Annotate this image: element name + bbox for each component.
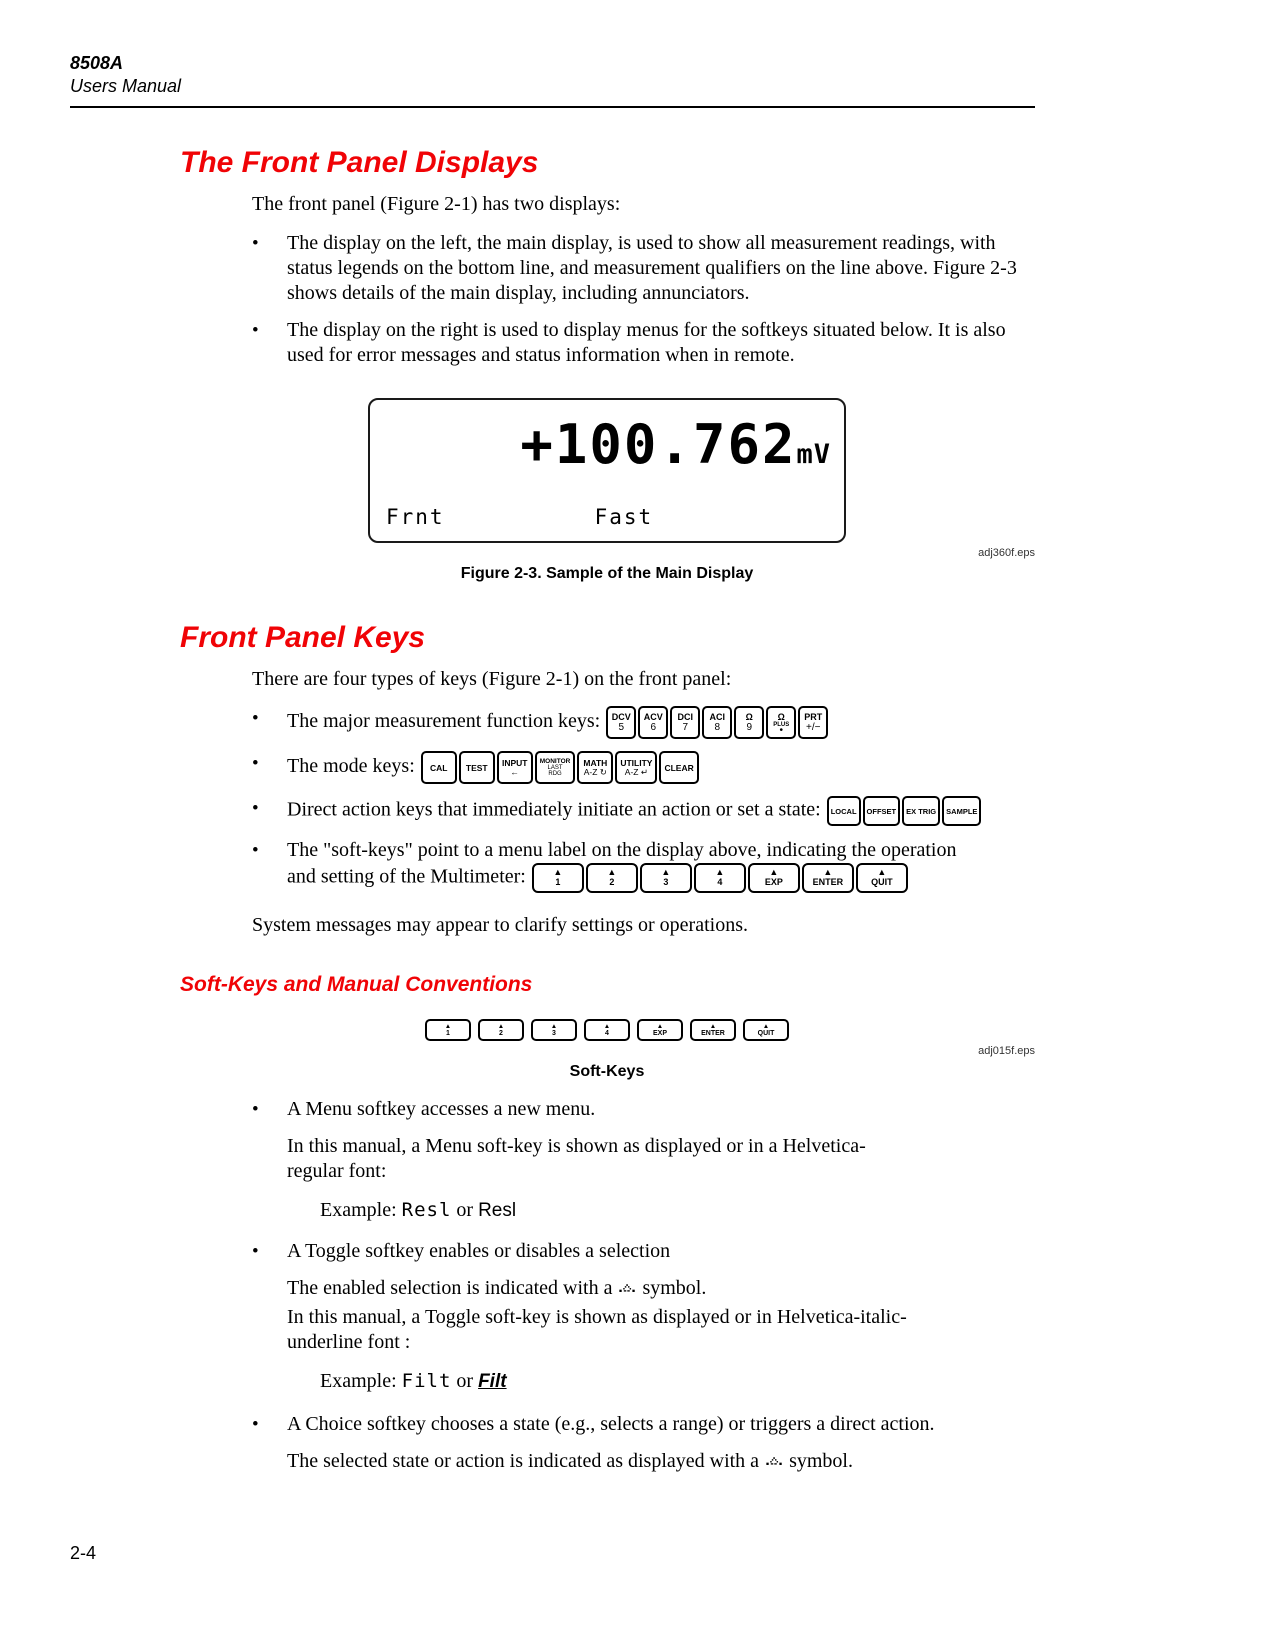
menu-example — [320, 1198, 1035, 1223]
key-line: CAL — [430, 762, 448, 773]
softkey-up-arrow-icon: ▲ — [550, 1022, 558, 1030]
bullet-choice-softkey — [252, 1412, 1035, 1437]
text-line: underline font : — [287, 1331, 411, 1353]
bullet-marker: • — [252, 1099, 259, 1120]
section1-intro: The front panel (Figure 2-1) has two displays: — [252, 193, 621, 215]
softkey-up-arrow-icon: ▲ — [715, 867, 725, 877]
text-segment: The selected state or action is indicated as displayed with a — [287, 1450, 765, 1472]
keycap-test — [459, 751, 495, 784]
keycap-utility — [615, 751, 657, 784]
action-keys-row — [827, 796, 982, 826]
key-line: DCV — [611, 712, 631, 722]
key-line: DCI — [677, 712, 693, 722]
soft-keys-row — [532, 863, 908, 893]
softkey-exp — [637, 1019, 683, 1041]
keycap-monitor — [535, 751, 576, 784]
softkey-3 — [531, 1019, 577, 1041]
softkey-up-arrow-icon: ▲ — [553, 867, 563, 877]
example-label: Example: — [320, 1199, 402, 1221]
page-number: 2-4 — [70, 1543, 97, 1563]
status-frnt: Frnt — [386, 505, 445, 529]
bullet-marker: • — [252, 708, 259, 729]
softkey-up-arrow-icon: ▲ — [709, 1022, 717, 1030]
softkey-quit — [743, 1019, 789, 1041]
bullet-action-keys — [252, 796, 1035, 826]
bullet-text: The display on the right is used to display menus for the softkeys situated below. It is also used for error messages and status information when in remote. — [287, 319, 1006, 366]
softkey-label: 2 — [499, 1029, 503, 1037]
key-line: Ω — [777, 711, 785, 722]
bullet-function-keys — [252, 706, 1035, 739]
softkey-up-arrow-icon: ▲ — [762, 1022, 770, 1030]
bullet-text: The display on the left, the main display, is used to show all measurement readings, with status legends on the bottom line, and measurement qualifiers on the line above. Figure 2-3 shows details of the main display, including annunciators. — [287, 232, 1017, 304]
keycap-ex-trig — [902, 796, 940, 826]
keycap-prt — [798, 706, 828, 739]
keycap-aci — [702, 706, 732, 739]
lcd-status-line — [386, 505, 831, 529]
lcd-reading — [386, 413, 831, 484]
softkey-label: QUIT — [871, 877, 893, 887]
key-line: INPUT — [502, 758, 528, 768]
bullet-text: The major measurement function keys: — [287, 710, 601, 733]
softkey-pointer-icon — [766, 1457, 782, 1467]
bullet-soft-keys — [252, 838, 1035, 893]
key-line: A-Z ↻ — [583, 767, 607, 777]
key-line: PLUS — [773, 721, 790, 728]
bullet-text: The mode keys: — [287, 755, 415, 778]
example-or: or — [451, 1370, 479, 1392]
softkey-enter — [802, 863, 854, 893]
softkey-label: ENTER — [812, 877, 844, 887]
bullet-toggle-softkey — [252, 1239, 1035, 1264]
key-line: 9 — [746, 722, 753, 733]
bullet-marker: • — [252, 1414, 259, 1435]
key-line: OFFSET — [866, 806, 897, 816]
bullet-marker: • — [252, 798, 259, 819]
softkey-label: 2 — [609, 877, 615, 887]
softkey-up-arrow-icon: ▲ — [656, 1022, 664, 1030]
function-keys-row — [606, 706, 828, 739]
softkey-label: 4 — [717, 877, 723, 887]
keycap-dci — [670, 706, 700, 739]
bullet-marker: • — [252, 753, 259, 774]
text-line: regular font: — [287, 1160, 387, 1182]
bullet-text: Direct action keys that immediately initiate an action or set a state: — [287, 798, 821, 821]
keycap-cal — [421, 751, 457, 784]
softkey-1 — [532, 863, 584, 893]
lcd-display — [368, 398, 846, 543]
softkey-2 — [478, 1019, 524, 1041]
section2-intro: There are four types of keys (Figure 2-1) on the front panel: — [252, 668, 732, 690]
key-line: MATH — [583, 758, 608, 768]
softkey-label: 4 — [605, 1029, 609, 1037]
softkey-pointer-icon — [619, 1284, 635, 1294]
softkey-up-arrow-icon: ▲ — [769, 867, 779, 877]
key-line: ← — [510, 767, 519, 777]
softkey-label: EXP — [652, 1029, 667, 1037]
key-line: 5 — [618, 722, 625, 733]
keycap-local — [827, 796, 861, 826]
system-messages-note: System messages may appear to clarify settings or operations. — [252, 914, 748, 936]
key-line: +/− — [806, 722, 821, 733]
figure-caption: Figure 2-3. Sample of the Main Display — [460, 565, 754, 582]
toggle-example — [320, 1369, 1035, 1394]
choice-selected-text — [287, 1449, 1035, 1474]
key-line: ACI — [709, 712, 725, 722]
key-line: PRT — [804, 712, 823, 722]
key-line: Ω — [745, 712, 753, 722]
softkeys-figure-row — [368, 1019, 846, 1041]
bullet-text-line2: and setting of the Multimeter: — [287, 865, 526, 888]
text-segment: symbol. — [784, 1450, 853, 1472]
keycap-dcv — [606, 706, 636, 739]
text-segment: The enabled selection is indicated with a — [287, 1277, 618, 1299]
softkey-4 — [694, 863, 746, 893]
figure-credit: adj015f.eps — [978, 1045, 1035, 1057]
softkey-up-arrow-icon: ▲ — [877, 867, 887, 877]
manual-title: Users Manual — [70, 76, 182, 96]
lcd-style-word: Resl — [401, 1199, 452, 1221]
bullet-right-display — [252, 318, 1035, 368]
key-line: CLEAR — [664, 762, 694, 773]
section-title-front-panel-keys: Front Panel Keys — [180, 621, 426, 654]
keycap-offset — [863, 796, 901, 826]
text-line: In this manual, a Toggle soft-key is shown as displayed or in Helvetica-italic- — [287, 1306, 907, 1328]
keycap-clear — [659, 751, 698, 784]
bullet-marker: • — [252, 840, 259, 861]
softkey-label: QUIT — [757, 1029, 775, 1037]
bullet-marker: • — [252, 233, 259, 254]
key-line: SAMPLE — [946, 806, 978, 816]
softkey-label: ENTER — [701, 1029, 725, 1037]
key-line: MONITOR — [539, 758, 571, 765]
softkey-2 — [586, 863, 638, 893]
softkey-label: 1 — [555, 877, 561, 887]
key-line: • — [779, 724, 783, 736]
status-fast: Fast — [594, 505, 654, 529]
bullet-marker: • — [252, 320, 259, 341]
text-line: In this manual, a Menu soft-key is shown as displayed or in a Helvetica- — [287, 1135, 866, 1157]
figure-credit: adj360f.eps — [978, 547, 1035, 559]
example-or: or — [451, 1199, 479, 1221]
key-line: A-Z ↵ — [624, 767, 648, 777]
keycap-input — [497, 751, 533, 784]
bullet-main-display — [252, 231, 1035, 306]
figure-caption: Soft-Keys — [569, 1063, 645, 1080]
main-display-figure — [368, 398, 846, 543]
softkey-label: EXP — [764, 877, 783, 887]
text-segment: symbol. — [637, 1277, 707, 1299]
key-line: LAST — [547, 765, 563, 771]
softkey-up-arrow-icon: ▲ — [607, 867, 617, 877]
softkey-quit — [856, 863, 908, 893]
italic-underline-word: Filt — [478, 1371, 507, 1392]
key-line: EX TRIG — [906, 806, 937, 816]
subsection-title-softkeys-conventions: Soft-Keys and Manual Conventions — [180, 973, 533, 996]
keycap-sample — [942, 796, 981, 826]
softkey-up-arrow-icon: ▲ — [661, 867, 671, 877]
softkey-4 — [584, 1019, 630, 1041]
toggle-enabled-text — [287, 1276, 1035, 1301]
keycap-ω — [766, 706, 796, 739]
softkey-label: 3 — [663, 877, 669, 887]
key-line: LOCAL — [830, 806, 857, 816]
bullet-text: A Choice softkey chooses a state (e.g., selects a range) or triggers a direct action. — [287, 1413, 935, 1435]
menu-manual-text — [287, 1134, 1035, 1184]
header-rule — [70, 106, 1035, 108]
key-line: 6 — [650, 722, 657, 733]
key-line: 8 — [714, 722, 721, 733]
softkey-exp — [748, 863, 800, 893]
keycap-math — [577, 751, 613, 784]
softkey-label: 3 — [552, 1029, 556, 1037]
softkeys-figure — [368, 1019, 846, 1041]
softkey-label: 1 — [446, 1029, 450, 1037]
softkey-3 — [640, 863, 692, 893]
product-name: 8508A — [70, 53, 124, 73]
keycap-ω — [734, 706, 764, 739]
key-line: 7 — [682, 722, 689, 733]
example-label: Example: — [320, 1370, 402, 1392]
section-title-front-panel-displays: The Front Panel Displays — [180, 146, 539, 179]
softkey-up-arrow-icon: ▲ — [823, 867, 833, 877]
toggle-manual-text — [287, 1305, 1035, 1355]
page-header — [70, 0, 1035, 108]
lcd-style-word: Filt — [401, 1370, 452, 1392]
bullet-mode-keys — [252, 751, 1035, 784]
bullet-text: A Menu softkey accesses a new menu. — [287, 1098, 596, 1120]
mode-keys-row — [421, 751, 699, 784]
bullet-text: A Toggle softkey enables or disables a selection — [287, 1240, 671, 1262]
bullet-menu-softkey — [252, 1097, 1035, 1122]
reading-value: +100.762 — [520, 413, 797, 476]
key-line: UTILITY — [620, 758, 653, 768]
softkey-up-arrow-icon: ▲ — [497, 1022, 505, 1030]
key-line: ACV — [643, 712, 663, 722]
reading-unit: mV — [796, 439, 831, 470]
softkey-up-arrow-icon: ▲ — [603, 1022, 611, 1030]
key-line: RDG — [548, 771, 562, 777]
keycap-acv — [638, 706, 668, 739]
softkey-1 — [425, 1019, 471, 1041]
softkey-enter — [690, 1019, 736, 1041]
bullet-marker: • — [252, 1241, 259, 1262]
sans-style-word: Resl — [478, 1200, 517, 1221]
softkey-up-arrow-icon: ▲ — [444, 1022, 452, 1030]
bullet-text-line1: The "soft-keys" point to a menu label on the display above, indicating the operation — [287, 839, 957, 861]
key-line: TEST — [465, 762, 488, 773]
